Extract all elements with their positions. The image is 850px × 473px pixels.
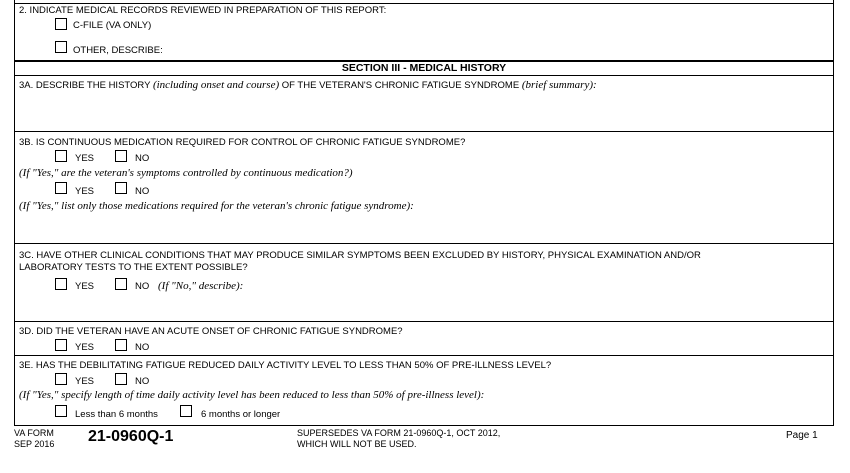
q3c-divider [15, 321, 833, 322]
cfile-checkbox[interactable] [55, 18, 67, 30]
q3a-middle: OF THE VETERAN'S CHRONIC FATIGUE SYNDROME [279, 80, 522, 91]
q3e-no-label: NO [135, 376, 150, 387]
less-than-6-months-checkbox[interactable] [55, 405, 67, 417]
q3d-no-checkbox[interactable] [115, 339, 127, 351]
q3a-prefix: 3A. DESCRIBE THE HISTORY [19, 80, 153, 91]
q3b-no-label: NO [135, 153, 150, 164]
q3b-controlled-no-checkbox[interactable] [115, 182, 127, 194]
q3c-title-line-1: 3C. HAVE OTHER CLINICAL CONDITIONS THAT MAY PRODUCE SIMILAR SYMPTOMS BEEN EXCLUDED BY HISTORY, PHYSICAL EXAMINATION AND/OR [19, 250, 701, 261]
q3b-controlled-no-label: NO [135, 186, 150, 197]
q3c-yes-label: YES [75, 281, 95, 292]
q3b-sub-question-1: (If "Yes," are the veteran's symptoms controlled by continuous medication?) [19, 167, 353, 179]
q3d-no-label: NO [135, 342, 150, 353]
q3e-yes-checkbox[interactable] [55, 373, 67, 385]
section-title-divider [15, 75, 833, 76]
q2-title: 2. INDICATE MEDICAL RECORDS REVIEWED IN PREPARATION OF THIS REPORT: [19, 5, 387, 16]
q3a-divider [15, 131, 833, 132]
q3d-title: 3D. DID THE VETERAN HAVE AN ACUTE ONSET OF CHRONIC FATIGUE SYNDROME? [19, 326, 403, 337]
q3b-divider [15, 243, 833, 244]
q3e-title: 3E. HAS THE DEBILITATING FATIGUE REDUCED DAILY ACTIVITY LEVEL TO LESS THAN 50% OF PRE-ILLNESS LEVEL? [19, 360, 552, 371]
footer-va-form: VA FORM [14, 428, 54, 438]
section-3-title: SECTION III - MEDICAL HISTORY [341, 62, 507, 74]
q3c-title-line-2: LABORATORY TESTS TO THE EXTENT POSSIBLE? [19, 262, 248, 273]
top-divider [15, 3, 833, 4]
q3c-yes-checkbox[interactable] [55, 278, 67, 290]
q3c-no-label: NO [135, 281, 150, 292]
q3e-sub-question: (If "Yes," specify length of time daily activity level has been reduced to less than 50% of pre-illness level): [19, 389, 485, 401]
footer-supersedes-line-1: SUPERSEDES VA FORM 21-0960Q-1, OCT 2012, [297, 428, 501, 438]
q3b-title: 3B. IS CONTINUOUS MEDICATION REQUIRED FOR CONTROL OF CHRONIC FATIGUE SYNDROME? [19, 137, 466, 148]
form-body [14, 0, 834, 426]
cfile-label: C-FILE (VA ONLY) [73, 20, 152, 31]
footer-form-number: 21-0960Q-1 [88, 428, 174, 445]
footer-page-number: Page 1 [786, 430, 818, 441]
q3e-yes-label: YES [75, 376, 95, 387]
q3b-controlled-yes-label: YES [75, 186, 95, 197]
q3a-italic-2: (brief summary): [521, 79, 597, 91]
6-months-or-longer-label: 6 months or longer [201, 409, 281, 420]
other-describe-checkbox[interactable] [55, 41, 67, 53]
q3d-yes-label: YES [75, 342, 95, 353]
q3b-yes-checkbox[interactable] [55, 150, 67, 162]
less-than-6-months-label: Less than 6 months [75, 409, 158, 420]
q3d-yes-checkbox[interactable] [55, 339, 67, 351]
q3e-no-checkbox[interactable] [115, 373, 127, 385]
q3b-sub-question-2: (If "Yes," list only those medications required for the veteran's chronic fatigue syndrome): [19, 200, 414, 212]
q3a-question [19, 80, 597, 91]
footer-date: SEP 2016 [14, 439, 55, 449]
q3c-no-checkbox[interactable] [115, 278, 127, 290]
q3b-controlled-yes-checkbox[interactable] [55, 182, 67, 194]
q3a-italic-1: (including onset and course) [152, 79, 280, 91]
q3b-no-checkbox[interactable] [115, 150, 127, 162]
6-months-or-longer-checkbox[interactable] [180, 405, 192, 417]
other-describe-label: OTHER, DESCRIBE: [73, 45, 163, 56]
q3b-yes-label: YES [75, 153, 95, 164]
q3d-divider [15, 355, 833, 356]
q3c-no-note: (If "No," describe): [158, 280, 244, 292]
footer-supersedes-line-2: WHICH WILL NOT BE USED. [297, 439, 417, 449]
